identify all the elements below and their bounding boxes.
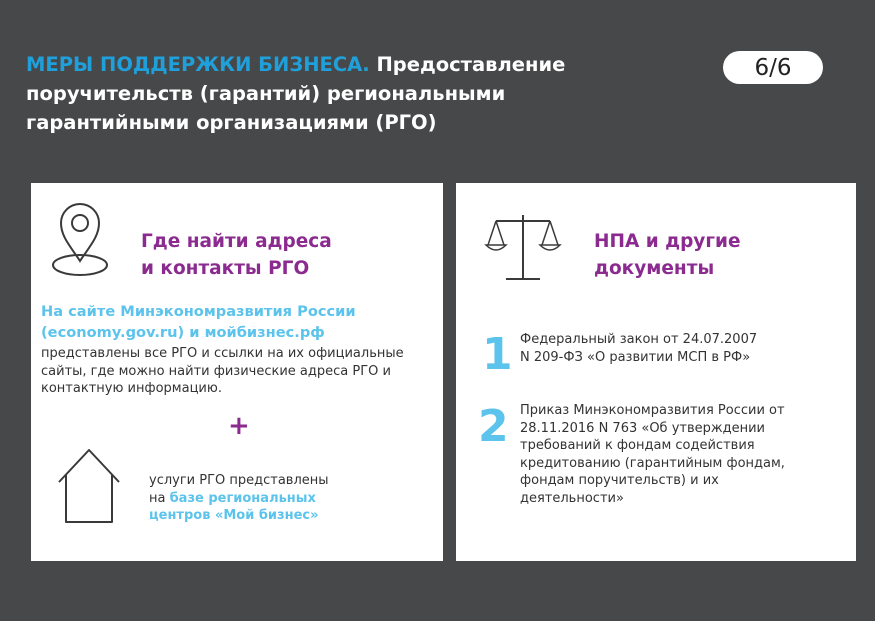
services-link-line1: базе региональных <box>169 490 316 506</box>
document-text: Федеральный закон от 24.07.2007 N 209-ФЗ «О развитии МСП в РФ» <box>520 332 758 365</box>
services-prefix: на <box>149 490 166 506</box>
lead-line1: На сайте Минэкономразвития России <box>41 303 356 320</box>
contacts-card <box>31 183 443 561</box>
map-pin-icon <box>51 199 109 279</box>
services-link-line2: центров «Мой бизнес» <box>149 508 319 523</box>
contacts-heading-line2: и контакты РГО <box>141 258 310 279</box>
plus-sign: + <box>228 411 250 441</box>
documents-heading <box>594 228 741 282</box>
house-icon <box>55 446 123 526</box>
documents-card <box>456 183 856 561</box>
scales-icon <box>484 211 562 283</box>
services-info <box>149 472 429 525</box>
lead-line2: (economy.gov.ru) и мойбизнес.рф <box>41 324 325 341</box>
document-text: Приказ Минэкономразвития России от 28.11.2016 N 763 «Об утверждении требований к фондам содействия кредитованию (гарантийным фондам, фондам поручительств) и их деятельности» <box>520 403 785 506</box>
page-indicator: 6/6 <box>723 51 823 84</box>
document-number: 1 <box>482 329 513 380</box>
contacts-heading-line1: Где найти адреса <box>141 231 332 252</box>
sources-description: представлены все РГО и ссылки на их официальные сайты, где можно найти физические адреса РГО и контактную информацию. <box>41 346 404 396</box>
sources-lead <box>41 301 436 343</box>
contacts-heading <box>141 228 332 282</box>
title-main: Предоставление поручительств (гарантий) региональными гарантийными организациями (РГО) <box>26 53 566 134</box>
services-text: услуги РГО представлены <box>149 473 329 488</box>
title-accent: МЕРЫ ПОДДЕРЖКИ БИЗНЕСА. <box>26 53 370 76</box>
documents-heading-line2: документы <box>594 258 715 279</box>
documents-heading-line1: НПА и другие <box>594 231 741 252</box>
document-number: 2 <box>478 401 509 452</box>
page-title <box>26 50 626 137</box>
